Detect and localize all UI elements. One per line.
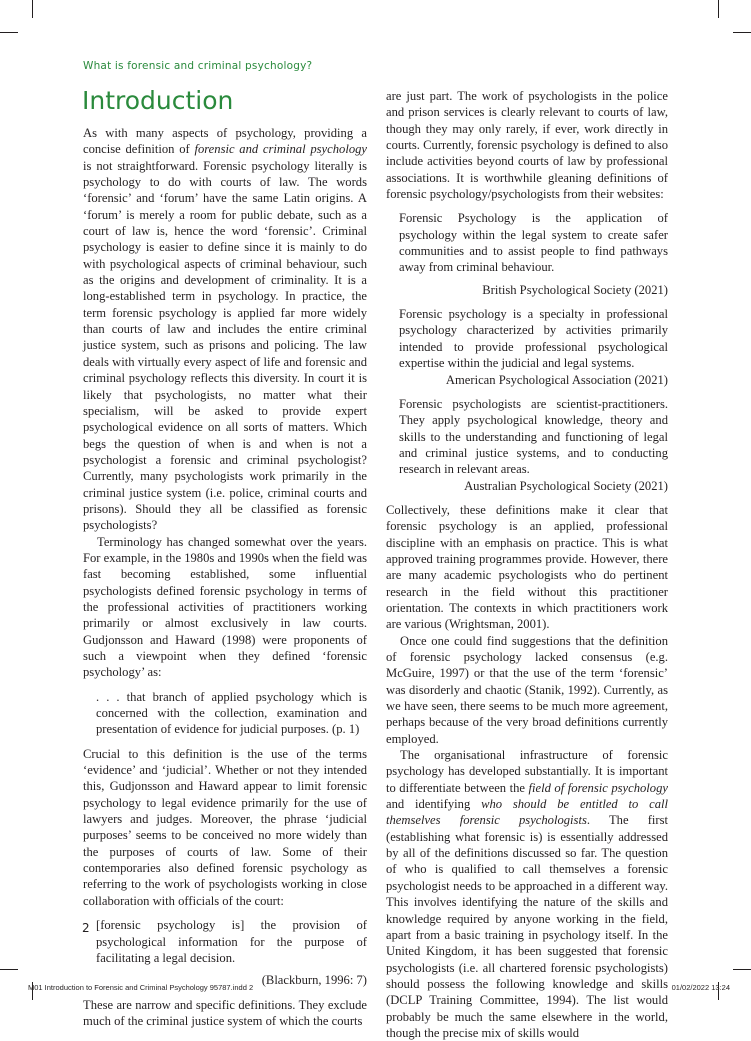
slug-timestamp: 01/02/2022 13:24 bbox=[671, 983, 730, 992]
emphasis: who should be entitled to call themselves forensic psychologists bbox=[386, 797, 668, 828]
paragraph: Collectively, these definitions make it clear that forensic psychology is an applied, professional discipline with an emphasis on practice. This is what approved training programmes provide. However, there are many academic psychologists who do pertinent research in the field without this practitioner orientation. The contexts in which practitioners work are various (Wrightsman, 2001). bbox=[386, 502, 668, 632]
emphasis: forensic and criminal psychology bbox=[194, 142, 367, 157]
paragraph: As with many aspects of psychology, providing a concise definition of forensic and criminal psychology is not straightforward. Forensic psychology literally is psychology to do with courts of law. The words ‘forensic’ and ‘forum’ have the same Latin origins. A ‘forum’ is merely a room for public debate, such as a court of law is, hence the word ‘forensic’. Criminal psychology is easier to define since it is mainly to do with psychological aspects of criminal behaviour, such as the origins and development of criminality. It is a long-established term in psychology. In practice, the term forensic psychology is applied far more widely than courts of law and includes the entire criminal justice system, such as prisons and policing. The law deals with virtually every aspect of life and forensic and criminal psychology reflects this diversity. In court it is likely that psychologists, no matter what their specialism, will be asked to provide expert psychological evidence on all sorts of matters. Which begs the question of when is and when is not a psychologist a forensic and criminal psychologist? Currently, many psychologists work primarily in the criminal justice system (i.e. police, criminal courts and prisons). Should they all be classified as forensic psychologists? bbox=[83, 126, 367, 533]
block-quote bbox=[96, 917, 367, 988]
emphasis: field of forensic psychology bbox=[528, 780, 668, 795]
quote-text: . . . that branch of applied psychology which is concerned with the collection, examination and presentation of evidence for judicial purposes. (p. 1) bbox=[96, 689, 367, 737]
quote-citation: (Blackburn, 1996: 7) bbox=[261, 973, 367, 988]
quote-text: Forensic Psychology is the application of psychology within the legal system to create safer communities and to assist people to find pathways away from criminal behaviour. bbox=[399, 211, 668, 275]
quote-text: [forensic psychology is] the provision of psychological information for the purpose of facilitating a legal decision. bbox=[96, 918, 367, 965]
crop-mark bbox=[718, 0, 719, 18]
block-quote bbox=[96, 689, 367, 738]
left-column bbox=[83, 125, 367, 1029]
block-quote bbox=[399, 396, 668, 494]
quote-citation: American Psychological Association (2021) bbox=[445, 372, 668, 387]
page-number: 2 bbox=[82, 921, 90, 935]
slug-file-name: M01 Introduction to Forensic and Criminal Psychology 95787.indd 2 bbox=[28, 983, 254, 992]
paragraph: The organisational infrastructure of forensic psychology has developed substantially. It is important to differentiate between the field of forensic psychology and identifying who should be entitled to call themselves forensic psychologists. The first (establishing what forensic is) is essentially addressed by all of the definitions discussed so far. The question of who is qualified to call themselves a forensic psychologist needs to be approached in a different way. This involves identifying the nature of the skills and knowledge required by anyone working in the field, apart from a basic training in psychology itself. In the United Kingdom, it has been suggested that forensic psychologists (i.e. all chartered forensic psychologists) should possess the following knowledge and skills (DCLP Training Committee, 1994). The list would probably be much the same elsewhere in the world, though the precise mix of skills would bbox=[386, 748, 668, 1040]
paragraph: are just part. The work of psychologists in the police and prison services is clearly relevant to courts of law, though they may only rarely, if ever, work directly in courts. Currently, forensic psychology is defined to also include activities beyond courts of law by professional associations. It is worthwhile gleaning definitions of forensic psychology/psychologists from their websites: bbox=[386, 89, 668, 202]
quote-citation: British Psychological Society (2021) bbox=[482, 282, 668, 297]
chapter-title: Introduction bbox=[82, 86, 234, 115]
paragraph: Once one could find suggestions that the definition of forensic psychology lacked consensus (e.g. McGuire, 1997) or that the use of the term ‘forensic’ was disorderly and chaotic (Stanik, 1992). Currently, as we have seen, there seems to be much more agreement, perhaps because of the very broad definitions currently employed. bbox=[386, 633, 668, 746]
quote-citation: Australian Psychological Society (2021) bbox=[464, 478, 668, 493]
crop-mark bbox=[733, 32, 751, 33]
right-column bbox=[386, 88, 668, 1041]
block-quote bbox=[399, 210, 668, 298]
crop-mark bbox=[0, 32, 18, 33]
crop-mark bbox=[0, 969, 18, 970]
quote-text: Forensic psychologists are scientist-practitioners. They apply psychological knowledge, theory and skills to the understanding and functioning of legal and criminal justice systems, and to conducting research in relevant areas. bbox=[399, 396, 668, 477]
quote-text: Forensic psychology is a specialty in professional psychology characterized by activities primarily intended to provide professional psychological expertise within the judicial and legal systems. bbox=[399, 307, 668, 371]
paragraph: These are narrow and specific definitions. They exclude much of the criminal justice system of which the courts bbox=[83, 997, 367, 1028]
block-quote bbox=[399, 306, 668, 388]
paragraph: Terminology has changed somewhat over the years. For example, in the 1980s and 1990s when the field was fast becoming established, some influential psychologists defined forensic psychology in terms of the professional activities of practitioners working primarily or almost exclusively in law courts. Gudjonsson and Haward (1998) were proponents of such a viewpoint when they defined ‘forensic psychology’ as: bbox=[83, 534, 367, 680]
running-head: What is forensic and criminal psychology? bbox=[83, 60, 313, 72]
crop-mark bbox=[733, 969, 751, 970]
paragraph: Crucial to this definition is the use of the terms ‘evidence’ and ‘judicial’. Whether or not they intended this, Gudjonsson and Haward appear to limit forensic psychology to legal evidence primarily for the use of lawyers and judges. Moreover, the phrase ‘judicial purposes’ seems to be conceived no more widely than the purposes of courts of law. Some of their contemporaries also defined forensic psychology as referring to the work of psychologists working in close collaboration with officials of the court: bbox=[83, 746, 367, 908]
crop-mark bbox=[32, 0, 33, 18]
